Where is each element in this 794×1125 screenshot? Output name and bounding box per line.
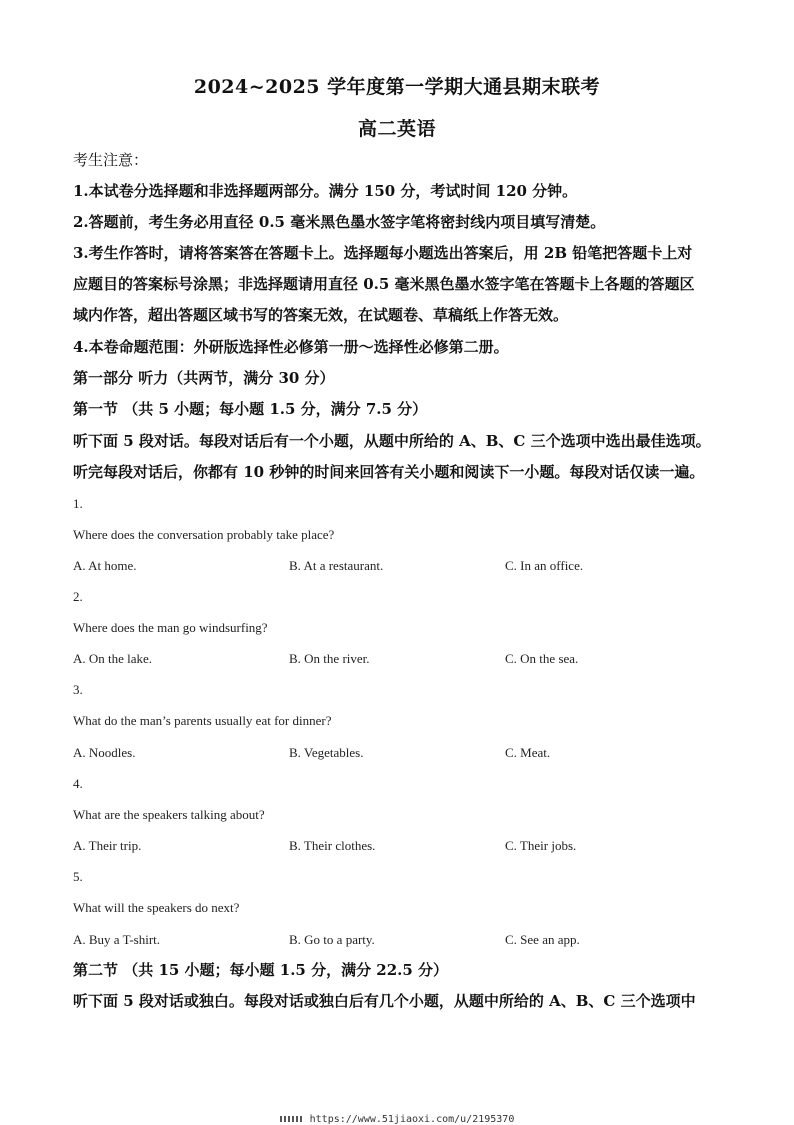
notice-item-3-cont-2: 域内作答，超出答题区域书写的答案无效，在试题卷、草稿纸上作答无效。 (73, 306, 569, 324)
option-c: C. See an app. (505, 932, 580, 947)
question-text: What are the speakers talking about? (73, 807, 265, 822)
section2-instruction: 听下面 5 段对话或独白。每段对话或独白后有几个小题，从题中所给的 A、B、C 三个选项中 (73, 992, 696, 1010)
option-b: B. At a restaurant. (289, 558, 384, 573)
option-c: C. Their jobs. (505, 838, 577, 853)
section2-heading: 第二节 （共 15 小题；每小题 1.5 分，满分 22.5 分） (73, 961, 449, 979)
section1-instruction-1: 听下面 5 段对话。每段对话后有一个小题，从题中所给的 A、B、C 三个选项中选出最佳选项。 (73, 432, 711, 450)
notice-item-1: 1.本试卷分选择题和非选择题两部分。满分 150 分，考试时间 120 分钟。 (73, 182, 578, 200)
question-number: 4. (73, 776, 83, 791)
notice-item-2: 2.答题前，考生务必用直径 0.5 毫米黑色墨水签字笔将密封线内项目填写清楚。 (73, 213, 606, 231)
question-number: 2. (73, 589, 83, 604)
exam-subtitle: 高二英语 (357, 118, 436, 140)
option-a: A. Noodles. (73, 745, 136, 760)
section1-instruction-2: 听完每段对话后，你都有 10 秒钟的时间来回答有关小题和阅读下一小题。每段对话仅读一遍。 (73, 463, 705, 481)
exam-title: 2024~2025 学年度第一学期大通县期末联考 (193, 76, 601, 98)
notice-item-4: 4.本卷命题范围：外研版选择性必修第一册～选择性必修第二册。 (73, 338, 509, 356)
option-a: A. At home. (73, 558, 137, 573)
option-c: C. On the sea. (505, 651, 579, 666)
option-c: C. In an office. (505, 558, 584, 573)
question-text: What do the man’s parents usually eat for dinner? (73, 713, 332, 728)
notice-heading: 考生注意： (73, 151, 149, 169)
question-number: 5. (73, 869, 83, 884)
option-b: B. On the river. (289, 651, 370, 666)
section1-heading: 第一节 （共 5 小题；每小题 1.5 分，满分 7.5 分） (73, 400, 428, 418)
question-text: Where does the man go windsurfing? (73, 620, 268, 635)
option-b: B. Go to a party. (289, 932, 375, 947)
option-a: A. Their trip. (73, 838, 142, 853)
question-text: Where does the conversation probably take place? (73, 527, 335, 542)
option-a: A. On the lake. (73, 651, 153, 666)
option-a: A. Buy a T-shirt. (73, 932, 161, 947)
question-number: 3. (73, 682, 83, 697)
option-b: B. Their clothes. (289, 838, 376, 853)
notice-item-3-cont-1: 应题目的答案标号涂黑；非选择题请用直径 0.5 毫米黑色墨水签字笔在答题卡上各题的答题区 (73, 275, 695, 293)
footer (0, 1114, 794, 1125)
option-c: C. Meat. (505, 745, 551, 760)
question-text: What will the speakers do next? (73, 900, 240, 915)
watermark-logo-icon (280, 1116, 304, 1122)
notice-item-3: 3.考生作答时，请将答案答在答题卡上。选择题每小题选出答案后，用 2B 铅笔把答题卡上对 (73, 244, 693, 262)
option-b: B. Vegetables. (289, 745, 364, 760)
footer-url[interactable]: https://www.51jiaoxi.com/u/2195370 (309, 1114, 515, 1125)
part1-heading: 第一部分 听力（共两节，满分 30 分） (73, 369, 335, 387)
question-number: 1. (73, 496, 83, 511)
